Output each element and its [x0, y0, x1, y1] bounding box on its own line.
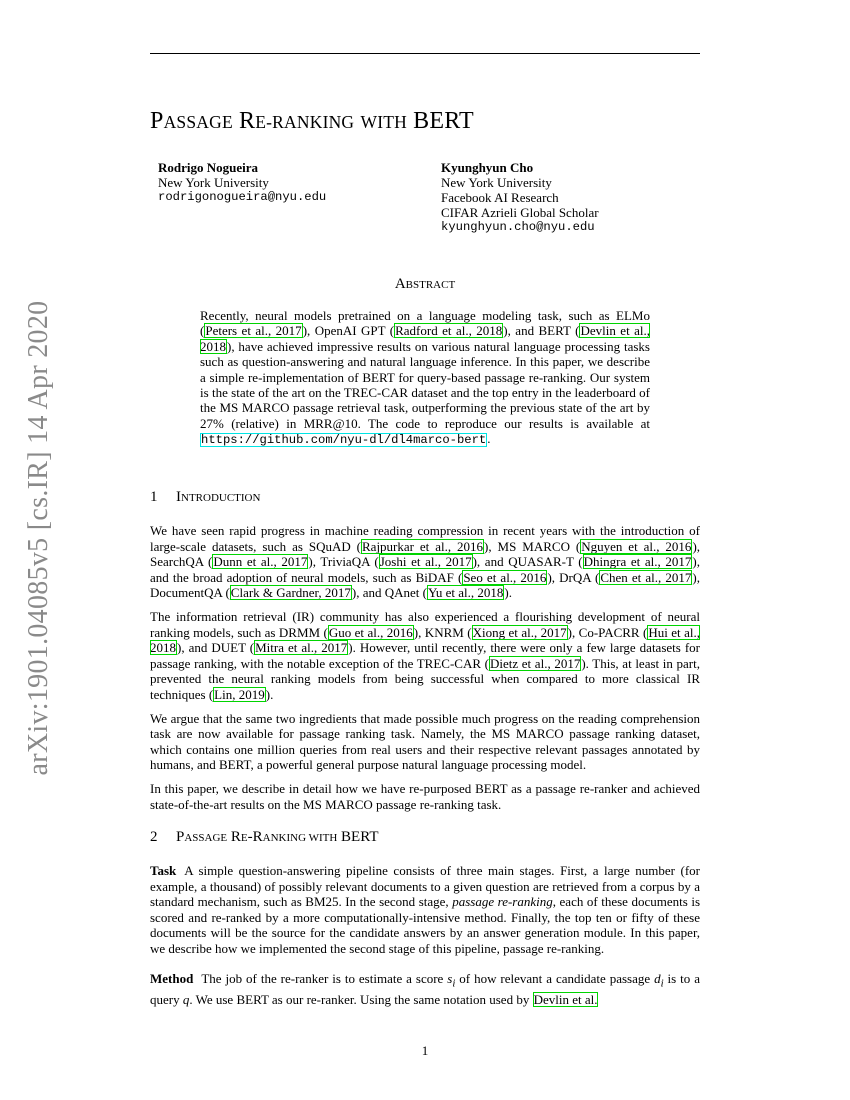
abstract-heading: ABSTRACT — [394, 276, 456, 292]
citation-link[interactable]: Nguyen et al., 2016 — [581, 538, 692, 554]
author-affiliation: CIFAR Azrieli Global Scholar — [441, 205, 599, 220]
task-paragraph: Task A simple question-answering pipeline consists of three main stages. First, a large number (for example, a thousand) of possibly relevant documents to a given question are retrieved from a corpus by a standard mechanism, such as BM25. In the second stage, passage re-ranking, each of these documents is scored and re-ranked by a more computationally-intensive method. Finally, the top ten or fifty of these documents will be the source for the candidate answers by an answer generation module. In this paper, we describe how we implemented the second stage of this pipeline, passage re-ranking. Method The job of the re-ranker is to estimate a score $s_i$ of how relevant a candidate passage $d_i$ is to a query q. We use BERT as our re-ranker. Using the same notation used by Devlin et al. — [150, 863, 701, 1007]
author-affiliation: Facebook AI Research — [441, 190, 559, 205]
citation-link[interactable]: Yu et al., 2018 — [427, 585, 504, 601]
intro-paragraph-1: We have seen rapid progress in machine reading compression in recent years with the introduction of large-scale datasets, such as SQuAD (Rajpurkar et al., 2016), MS MARCO (Nguyen et al., 2016), SearchQA (Dunn et al., 2017), TriviaQA (Joshi et al., 2017), and QUASAR-T (Dhingra et al., 2017), and the broad adoption of neural models, such as BiDAF (Seo et al., 2016), DrQA (Chen et al., 2017), DocumentQA (Clark & Gardner, 2017), and QAnet (Yu et al., 2018). — [150, 523, 701, 601]
citation-link[interactable]: Xiong et al., 2017 — [472, 624, 567, 640]
abstract-text: Recently, neural models pretrained on a language modeling task, such as ELMo (Peters et al., 2017), OpenAI GPT (Radford et al., 2018), and BERT (Devlin et al., 2018), have achieved impressive results on various natural language processing tasks such as question-answering and natural language inference. In this paper, we describe a simple re-implementation of BERT for query-based passage re-ranking. Our system is the state of the art on the TREC-CAR dataset and the top entry in the leaderboard of the MS MARCO passage retrieval task, outperforming the previous state of the art by 27% (relative) in MRR@10. The code to reproduce our results is available at https://github.com/nyu-dl/dl4marco-bert. — [200, 308, 650, 448]
paper-title: PASSAGE RE-RANKING WITH BERT — [150, 108, 474, 134]
task-label: Task — [150, 863, 177, 878]
citation-link[interactable]: Devlin et al., 2018 — [200, 323, 650, 354]
citation-link[interactable]: Rajpurkar et al., 2016 — [362, 538, 484, 554]
introduction-body — [150, 523, 700, 820]
author-block-2 — [441, 160, 599, 235]
citation-link[interactable]: Devlin et al. — [533, 991, 598, 1007]
code-url-link[interactable]: https://github.com/nyu-dl/dl4marco-bert — [201, 433, 487, 448]
section-heading-introduction: 1 INTRODUCTION — [150, 489, 261, 505]
citation-link[interactable]: Seo et al., 2016 — [463, 569, 547, 585]
citation-link[interactable]: Joshi et al., 2017 — [379, 554, 472, 570]
top-rule — [150, 53, 700, 54]
citation-link[interactable]: Guo et al., 2016 — [328, 624, 413, 640]
author-name: Rodrigo Nogueira — [158, 160, 259, 175]
citation-link[interactable]: Chen et al., 2017 — [600, 569, 692, 585]
citation-link[interactable]: Dhingra et al., 2017 — [583, 554, 692, 570]
author-affiliation: New York University — [158, 175, 269, 190]
author-name: Kyunghyun Cho — [441, 160, 534, 175]
method-paragraph: Method The job of the re-ranker is to estimate a score $s_i$ of how relevant a candidate passage $d_i$ is to a query q. We use BERT as our re-ranker. Using the same notation used by Devlin et al. — [150, 970, 700, 1007]
citation-link[interactable]: Dunn et al., 2017 — [213, 554, 308, 570]
author-block-1 — [158, 160, 326, 205]
arxiv-stamp: arXiv:1901.04085v5 [cs.IR] 14 Apr 2020 — [23, 300, 54, 776]
citation-link[interactable]: Dietz et al., 2017 — [490, 655, 581, 671]
citation-link[interactable]: Mitra et al., 2017 — [255, 640, 348, 656]
intro-paragraph-2: The information retrieval (IR) community has also experienced a flourishing development of neural ranking models, such as DRMM (Guo et al., 2016), KNRM (Xiong et al., 2017), Co-PACRR (Hui et al., 2018), and DUET (Mitra et al., 2017). However, until recently, there were only a few large datasets for passage ranking, with the notable exception of the TREC-CAR (Dietz et al., 2017). This, at least in part, prevented the neural ranking models from being successful when compared to more classical IR techniques (Lin, 2019). — [150, 608, 700, 702]
author-email[interactable]: rodrigonogueira@nyu.edu — [158, 190, 327, 204]
intro-paragraph-4: In this paper, we describe in detail how we have re-purposed BERT as a passage re-ranker and achieved state-of-the-art results on the MS MARCO passage re-ranking task. — [150, 780, 700, 812]
citation-link[interactable]: Clark & Gardner, 2017 — [230, 585, 351, 601]
section-heading-passage-reranking: 2 PASSAGE RE-RANKING WITH BERT — [150, 829, 379, 845]
page-number: 1 — [421, 1043, 429, 1058]
author-email[interactable]: kyunghyun.cho@nyu.edu — [441, 220, 595, 234]
intro-paragraph-3: We argue that the same two ingredients that made possible much progress on the reading comprehension task are now available for passage ranking task. Namely, the MS MARCO passage ranking dataset, which contains one million queries from real users and their respective relevant passages annotated by humans, and BERT, a powerful general purpose natural language processing model. — [150, 710, 700, 773]
citation-link[interactable]: Lin, 2019 — [214, 686, 265, 702]
author-affiliation: New York University — [441, 175, 552, 190]
citation-link[interactable]: Peters et al., 2017 — [205, 323, 302, 339]
citation-link[interactable]: Hui et al., 2018 — [150, 624, 700, 656]
citation-link[interactable]: Radford et al., 2018 — [395, 323, 503, 339]
method-label: Method — [150, 970, 194, 986]
